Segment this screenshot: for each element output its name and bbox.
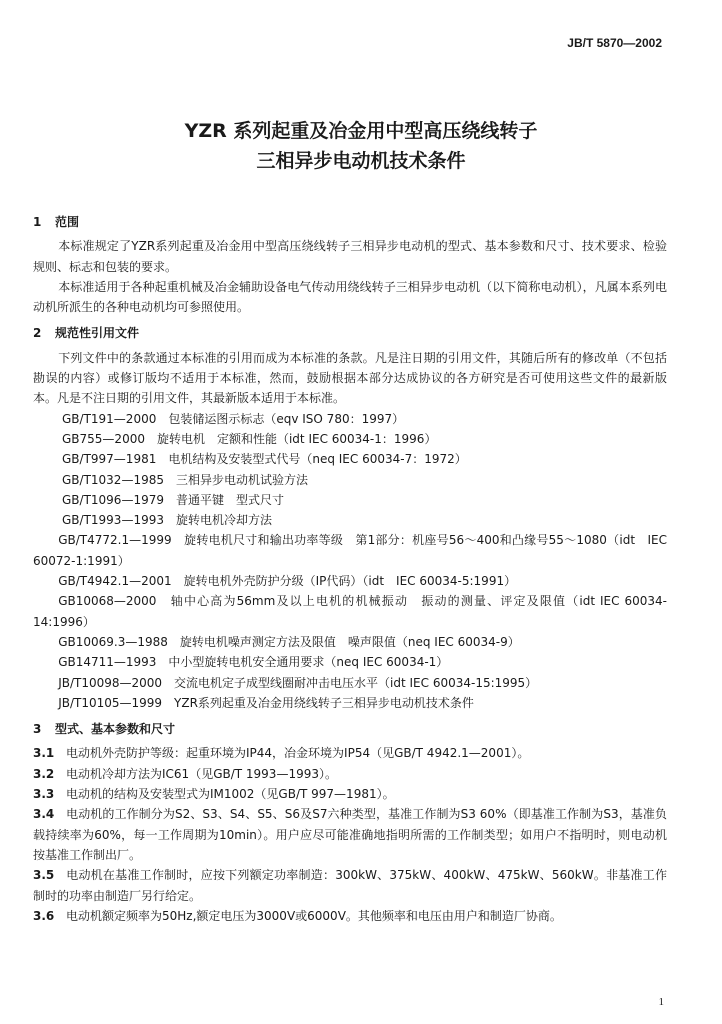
reference-item: GB/T997—1981 电机结构及安装型式代号（neq IEC 60034-7：1972） — [62, 452, 467, 467]
section-number: 2 — [33, 326, 42, 341]
clause-text: 电动机的结构及安装型式为IM1002（见GB/T 997—1981）。 — [66, 787, 395, 802]
document-body — [33, 212, 667, 926]
reference-item: GB/T4942.1—2001 旋转电机外壳防护分级（IP代码）（idt IEC 60034-5:1991） — [58, 574, 517, 589]
section-heading-types-parameters — [33, 719, 667, 739]
reference-item: GB/T1032—1985 三相异步电动机试验方法 — [62, 472, 308, 487]
clause-number: 3.2 — [33, 766, 55, 781]
clause-text: 电动机额定频率为50Hz,额定电压为3000V或6000V。其他频率和电压由用户和制造厂协商。 — [66, 908, 562, 923]
clause-text: 电动机在基准工作制时，应按下列额定功率制造：300kW、375kW、400kW、475kW、560kW。非基准工作制时的功率由制造厂另行给定。 — [33, 868, 667, 903]
clause-number: 3.6 — [33, 908, 55, 923]
section-heading-scope — [33, 212, 667, 232]
reference-item: GB/T4772.1—1999 旋转电机尺寸和输出功率等级 第1部分：机座号56～400和凸缘号55～1080（idt IEC 60072-1:1991） — [33, 533, 667, 568]
clause-text: 电动机外壳防护等级：起重环境为IP44，冶金环境为IP54（见GB/T 4942.1—2001）。 — [66, 746, 530, 761]
clause-text: 电动机的工作制分为S2、S3、S4、S5、S6及S7六种类型，基准工作制为S3 60%（即基准工作制为S3，基准负载持续率为60%，每一工作周期为10min）。用户应尽可能准确地指明所需的工作制类型；如用户不指明时，则电动机按基准工作制出厂。 — [33, 807, 667, 862]
reference-item: GB/T191—2000 包装储运图示标志（eqv ISO 780：1997） — [62, 411, 405, 426]
clause-number: 3.1 — [33, 746, 55, 761]
clause-number: 3.4 — [33, 807, 55, 822]
clause-item — [33, 764, 667, 784]
reference-item: GB14711—1993 中小型旋转电机安全通用要求（neq IEC 60034-1） — [58, 655, 449, 670]
title-line-1: YZR 系列起重及冶金用中型高压绕线转子 — [184, 120, 538, 142]
section-number: 3 — [33, 722, 42, 737]
clause-item — [33, 804, 667, 865]
clause-text: 电动机冷却方法为IC61（见GB/T 1993—1993）。 — [66, 766, 337, 781]
reference-item: GB10068—2000 轴中心高为56mm及以上电机的机械振动 振动的测量、评定及限值（idt IEC 60034-14:1996） — [33, 594, 667, 629]
reference-item: JB/T10098—2000 交流电机定子成型线圈耐冲击电压水平（idt IEC 60034-15:1995） — [58, 675, 538, 690]
standard-code: JB/T 5870—2002 — [567, 36, 662, 50]
clause-item — [33, 784, 667, 804]
title-line-2: 三相异步电动机技术条件 — [256, 150, 466, 172]
reference-item: GB/T1096—1979 普通平键 型式尺寸 — [62, 492, 284, 507]
paragraph: 下列文件中的条款通过本标准的引用而成为本标准的条款。凡是注日期的引用文件，其随后所有的修改单（不包括勘误的内容）或修订版均不适用于本标准，然而，鼓励根据本部分达成协议的各方研究是否可使用这些文件的最新版本。凡是不注日期的引用文件，其最新版本适用于本标准。 — [33, 350, 667, 406]
page-number: 1 — [658, 996, 664, 1008]
clause-number: 3.3 — [33, 787, 55, 802]
reference-item: JB/T10105—1999 YZR系列起重及冶金用绕线转子三相异步电动机技术条件 — [58, 695, 474, 710]
reference-item: GB10069.3—1988 旋转电机噪声测定方法及限值 噪声限值（neq IEC 60034-9） — [58, 634, 520, 649]
clause-item — [33, 743, 667, 763]
section-title: 范围 — [55, 215, 80, 229]
document-title — [0, 116, 722, 176]
section-title: 型式、基本参数和尺寸 — [55, 722, 176, 737]
clause-item — [33, 865, 667, 906]
reference-item: GB/T1993—1993 旋转电机冷却方法 — [62, 513, 272, 528]
reference-item: GB755—2000 旋转电机 定额和性能（idt IEC 60034-1：1996） — [62, 431, 437, 446]
section-heading-normative-references — [33, 323, 667, 343]
clause-item — [33, 906, 667, 926]
clause-number: 3.5 — [33, 868, 55, 883]
paragraph: 本标准规定了YZR系列起重及冶金用中型高压绕线转子三相异步电动机的型式、基本参数和尺寸、技术要求、检验规则、标志和包装的要求。 — [33, 239, 667, 274]
section-number: 1 — [33, 215, 42, 229]
paragraph: 本标准适用于各种起重机械及冶金辅助设备电气传动用绕线转子三相异步电动机（以下简称电动机），凡属本系列电动机所派生的各种电动机均可参照使用。 — [33, 279, 667, 315]
section-title: 规范性引用文件 — [55, 326, 140, 341]
